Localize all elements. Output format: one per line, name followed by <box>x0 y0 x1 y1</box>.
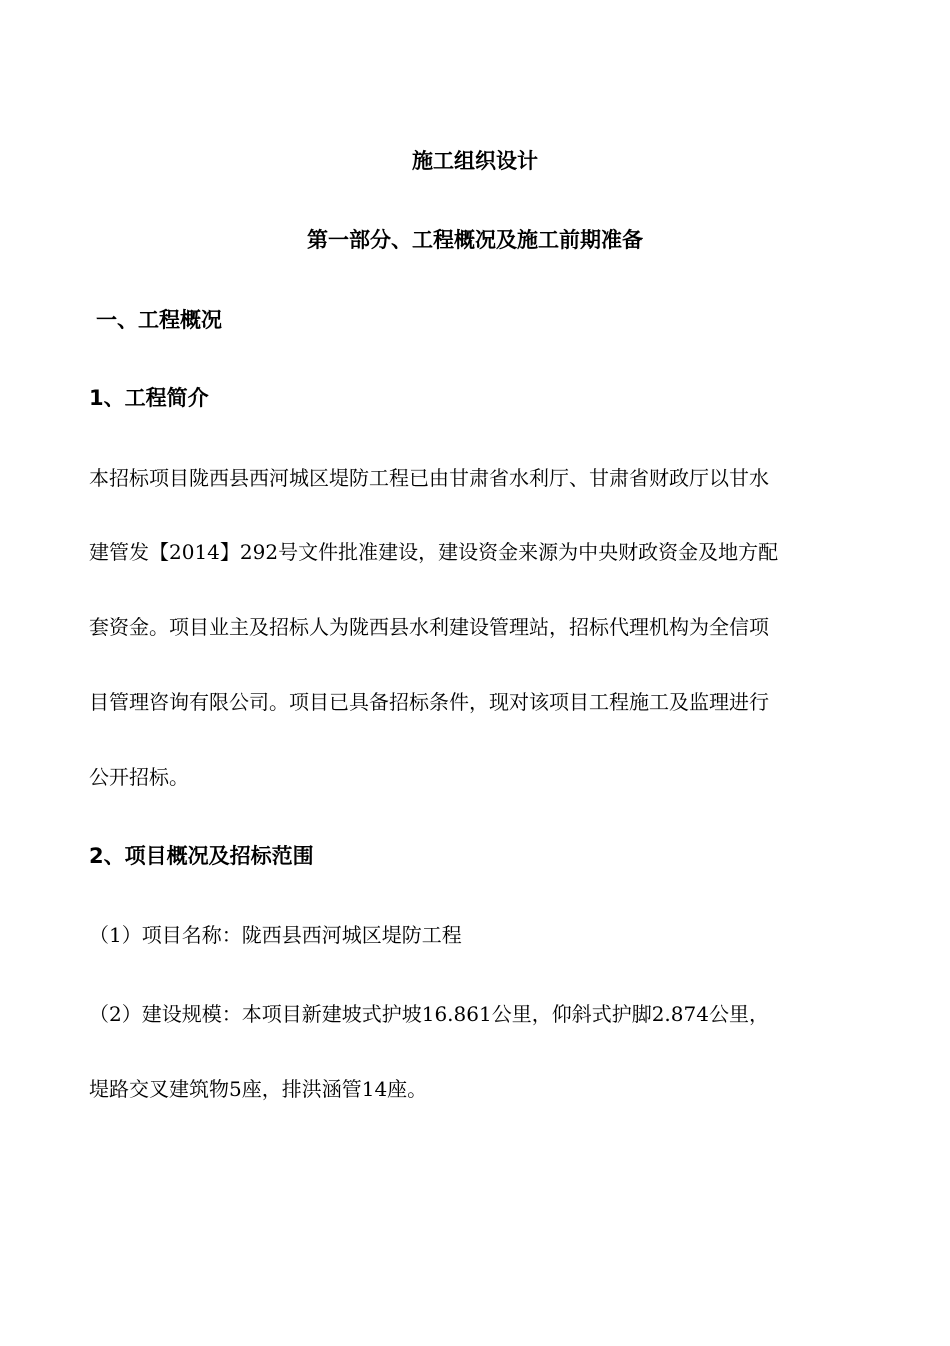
intro-line-1: 本招标项目陇西县西河城区堤防工程已由甘肃省水利厅、甘肃省财政厅以甘水 <box>89 466 769 490</box>
document-title: 施工组织设计 <box>412 149 538 173</box>
construction-scale-line-2: 堤路交叉建筑物5座，排洪涵管14座。 <box>89 1077 428 1101</box>
intro-line-4: 目管理咨询有限公司。项目已具备招标条件，现对该项目工程施工及监理进行 <box>89 690 769 714</box>
intro-line-2: 建管发【2014】292号文件批准建设，建设资金来源为中央财政资金及地方配 <box>89 540 779 564</box>
section-heading-overview: 一、工程概况 <box>96 308 222 332</box>
intro-line-3: 套资金。项目业主及招标人为陇西县水利建设管理站，招标代理机构为全信项 <box>89 615 769 639</box>
subsection-heading-intro: 1、工程简介 <box>89 386 209 410</box>
subsection-heading-scope: 2、项目概况及招标范围 <box>89 844 314 868</box>
construction-scale-line-1: （2）建设规模：本项目新建坡式护坡16.861公里，仰斜式护脚2.874公里， <box>89 1002 769 1026</box>
part-title: 第一部分、工程概况及施工前期准备 <box>307 228 643 252</box>
project-name-item: （1）项目名称：陇西县西河城区堤防工程 <box>89 923 462 947</box>
intro-line-5: 公开招标。 <box>89 765 189 789</box>
